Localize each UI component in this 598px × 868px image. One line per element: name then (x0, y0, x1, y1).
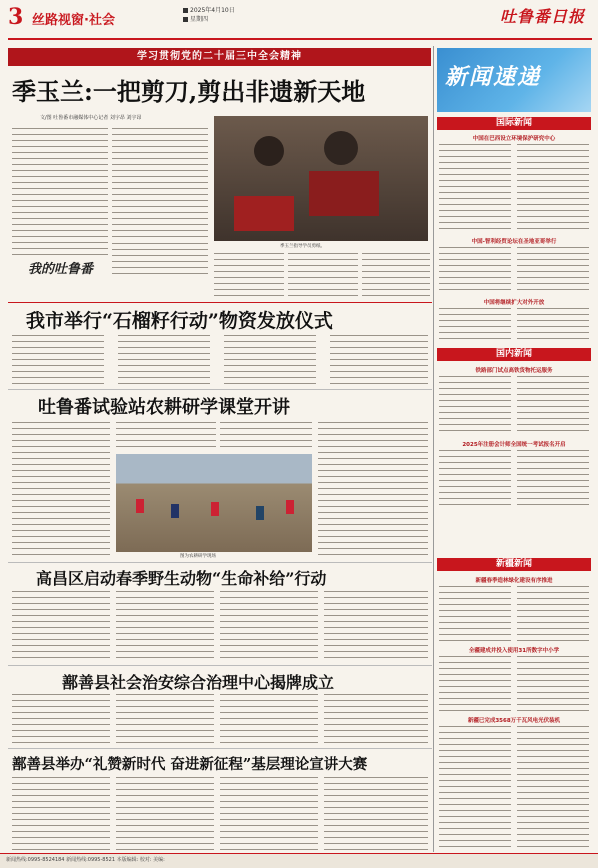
article-1-caption: 季玉兰指导学员剪纸。 (280, 244, 325, 249)
person-figure (254, 136, 284, 166)
student-figure (171, 504, 179, 518)
section-title: 丝路视窗·社会 (32, 13, 115, 28)
person-figure (324, 131, 358, 165)
article-3-body-col4 (318, 421, 428, 559)
article-1-body-col1 (12, 127, 108, 255)
domestic-news-1-body-col2 (517, 375, 589, 435)
article-4-title: 高昌区启动春季野生动物“生命补给”行动 (36, 569, 327, 588)
issue-date: 2025年4月10日 (190, 7, 235, 14)
theme-banner: 学习贯彻党的二十届三中全会精神 (137, 51, 302, 62)
article-1-body-col4 (288, 252, 358, 300)
article-3-photo (116, 454, 312, 552)
article-1-body-col2b (112, 242, 208, 278)
article-3-body-col1 (12, 421, 110, 559)
xinjiang-news-1-body-col2 (517, 585, 589, 643)
article-5-body-col1 (12, 693, 110, 745)
news-express-title: 新闻速递 (445, 65, 542, 90)
xinjiang-news-3-body-col1 (439, 725, 511, 849)
intl-news-3-body-col1 (439, 307, 511, 343)
article-5-title: 鄯善县社会治安综合治理中心揭牌成立 (62, 673, 335, 692)
page-header (0, 0, 598, 44)
masthead-logo: 吐鲁番日报 (500, 7, 586, 26)
article-6-body-col1 (12, 776, 110, 850)
xinjiang-news-3-body-col2 (517, 725, 589, 849)
article-4-body-col2 (116, 590, 214, 662)
square-icon (183, 8, 188, 13)
category-xinjiang: 新疆新闻 (437, 558, 591, 571)
domestic-news-1-body-col1 (439, 375, 511, 435)
domestic-news-2-body-col1 (439, 449, 511, 507)
footer-text: 新闻热线:0995-8524184 新闻热线:0995-8521 本版编辑: 校对: 美编: (6, 857, 165, 863)
article-4-body-col4 (324, 590, 428, 662)
article-1-body-col2 (112, 127, 208, 239)
article-1-body-col3 (214, 252, 284, 300)
article-6-body-col4 (324, 776, 428, 850)
article-2-body-col2 (118, 334, 210, 386)
article-3-caption: 图为农耕研学现场 (180, 554, 216, 559)
intl-news-2-body-col2 (517, 246, 589, 294)
xinjiang-news-2-body-col1 (439, 655, 511, 713)
article-6-title: 鄯善县举办“礼赞新时代 奋进新征程”基层理论宣讲大赛 (12, 756, 368, 773)
xinjiang-news-headline-3: 新疆已完成3568万千瓦风电光伏装机 (467, 718, 561, 724)
intl-news-headline-1: 中国在巴西设立环境保护研究中心 (472, 136, 556, 142)
divider (8, 748, 432, 749)
student-figure (256, 506, 264, 520)
domestic-news-2-body-col2 (517, 449, 589, 507)
xinjiang-news-headline-2: 全疆建成并投入使用31所数字中小学 (468, 648, 560, 654)
article-6-body-col2 (116, 776, 214, 850)
intl-news-headline-2: 中国-智利经贸论坛在圣地亚哥举行 (471, 239, 557, 245)
student-figure (211, 502, 219, 516)
article-5-body-col3 (220, 693, 318, 745)
intl-news-2-body-col1 (439, 246, 511, 294)
category-international: 国际新闻 (437, 117, 591, 130)
paper-cutting (234, 196, 294, 231)
article-2-body-col1 (12, 334, 104, 386)
student-figure (286, 500, 294, 514)
divider (8, 665, 432, 666)
student-figure (136, 499, 144, 513)
divider (8, 302, 432, 303)
article-3-body-col2 (116, 421, 216, 451)
header-rule (8, 38, 592, 40)
square-icon (183, 17, 188, 22)
intl-news-1-body-col2 (517, 143, 589, 233)
article-5-body-col4 (324, 693, 428, 745)
xinjiang-news-2-body-col2 (517, 655, 589, 713)
article-5-body-col2 (116, 693, 214, 745)
article-3-body-col3 (220, 421, 312, 451)
article-2-body-col4 (330, 334, 428, 386)
xinjiang-news-headline-1: 新疆春季造林绿化建设有序推进 (475, 578, 553, 584)
article-1-body-col5 (362, 252, 430, 300)
article-6-body-col3 (220, 776, 318, 850)
weekday: 星期四 (190, 16, 209, 23)
category-domestic: 国内新闻 (437, 348, 591, 361)
divider (8, 389, 432, 390)
article-2-body-col3 (224, 334, 316, 386)
column-divider (433, 46, 434, 852)
article-1-title: 季玉兰:一把剪刀,剪出非遗新天地 (12, 77, 366, 106)
article-1-byline: 文/图 吐鲁番市融媒体中心记者 刘宇昂 刘宇昂 (40, 115, 142, 121)
my-turpan-logo: 我的吐鲁番 (28, 262, 94, 277)
intl-news-1-body-col1 (439, 143, 511, 233)
domestic-news-headline-2: 2025年注册会计师全国统一考试报名开启 (462, 442, 566, 448)
article-2-title: 我市举行“石榴籽行动”物资发放仪式 (26, 310, 333, 332)
intl-news-headline-3: 中国将继续扩大对外开放 (483, 300, 545, 306)
article-4-body-col1 (12, 590, 110, 662)
intl-news-3-body-col2 (517, 307, 589, 343)
date-info (183, 6, 235, 24)
paper-cutting (309, 171, 379, 216)
article-3-title: 吐鲁番试验站农耕研学课堂开讲 (38, 397, 290, 418)
domestic-news-headline-1: 铁路部门试点高铁货物托运服务 (475, 368, 553, 374)
divider (8, 562, 432, 563)
article-4-body-col3 (220, 590, 318, 662)
article-1-photo (214, 116, 428, 241)
xinjiang-news-1-body-col1 (439, 585, 511, 643)
page-number: 3 (8, 4, 24, 30)
